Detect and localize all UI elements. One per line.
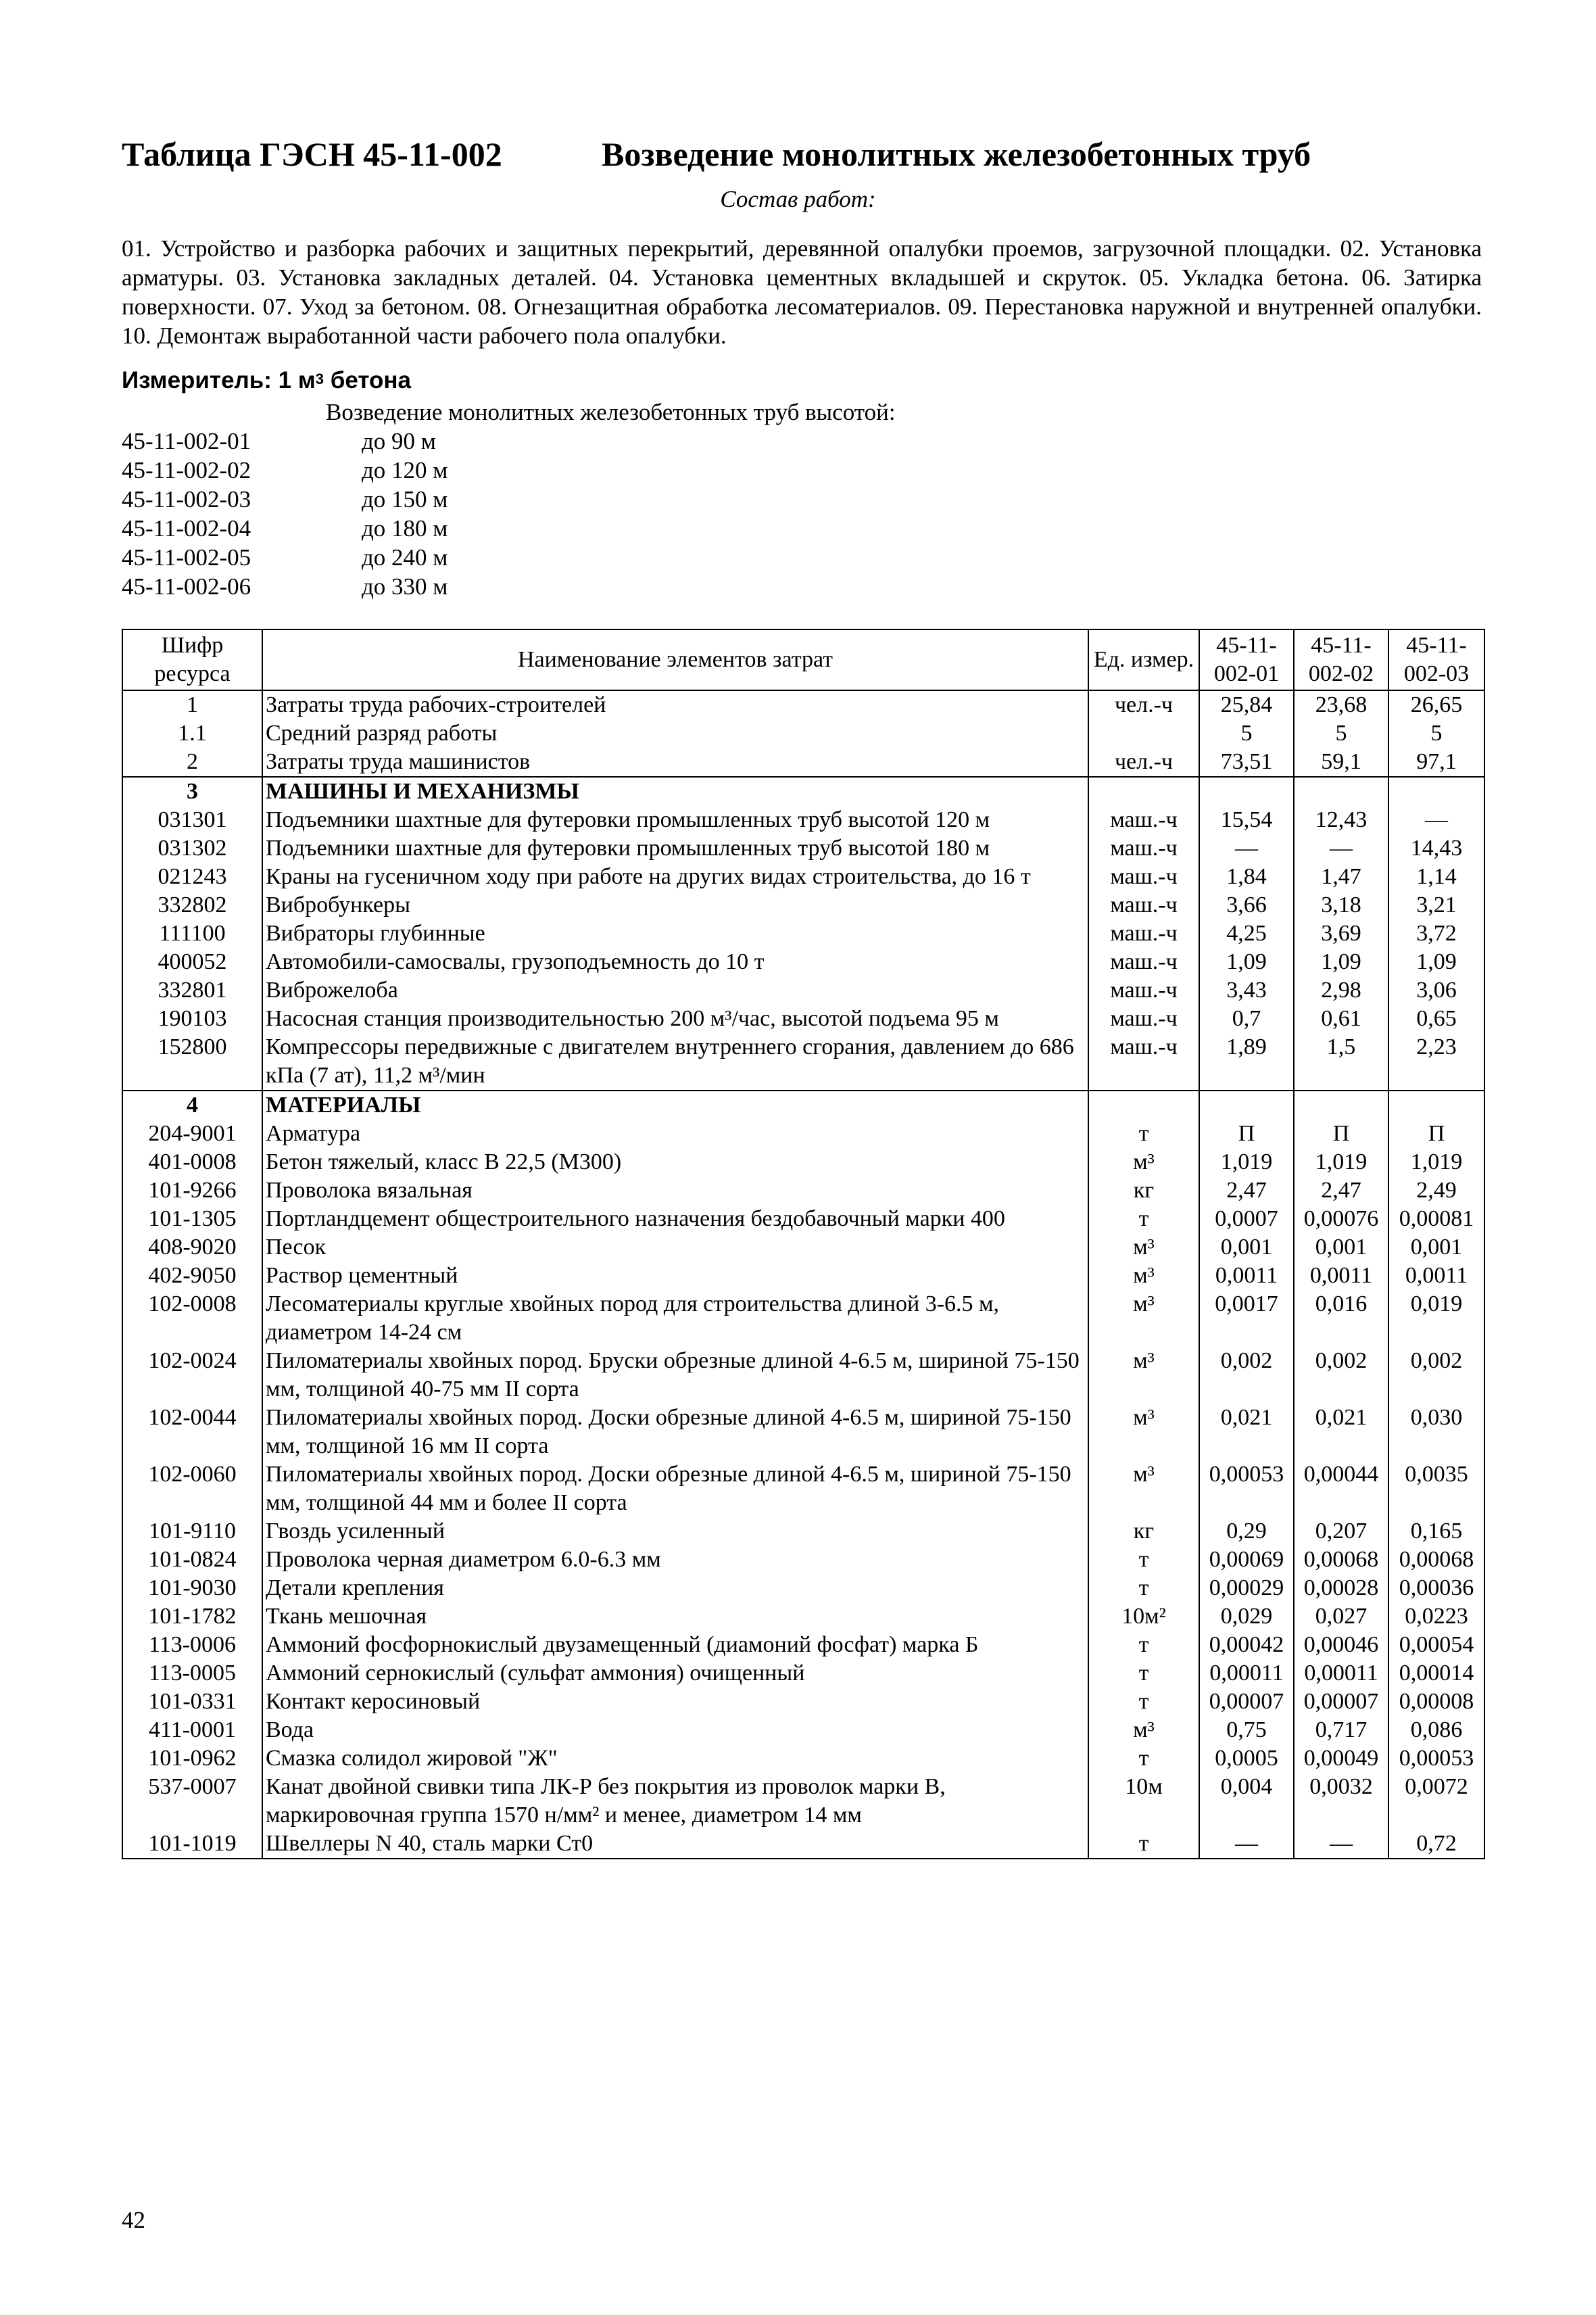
- value-col3: 0,00008: [1388, 1688, 1484, 1716]
- variant-code: 45-11-002-01: [122, 428, 251, 454]
- unit-of-measure: [1088, 1091, 1199, 1120]
- value-col3: 1,14: [1388, 863, 1484, 891]
- value-col1: 0,002: [1199, 1347, 1294, 1404]
- value-col3: 0,001: [1388, 1233, 1484, 1262]
- cost-item-name: Песок: [262, 1233, 1088, 1262]
- value-col1: П: [1199, 1120, 1294, 1148]
- unit-of-measure: т: [1088, 1120, 1199, 1148]
- value-col1: 0,00007: [1199, 1688, 1294, 1716]
- cost-item-name: Швеллеры N 40, сталь марки Ст0: [262, 1830, 1088, 1859]
- resource-code: 1: [122, 690, 262, 719]
- resource-code: 152800: [122, 1033, 262, 1091]
- value-col2: [1294, 777, 1388, 806]
- value-col1: 0,00042: [1199, 1631, 1294, 1659]
- value-col1: 0,0007: [1199, 1205, 1294, 1233]
- value-col2: 0,001: [1294, 1233, 1388, 1262]
- resource-code: 101-9030: [122, 1574, 262, 1602]
- table-row: [122, 1205, 1484, 1233]
- unit-of-measure: маш.-ч: [1088, 948, 1199, 976]
- resource-code: 400052: [122, 948, 262, 976]
- resource-code: 101-1782: [122, 1602, 262, 1631]
- table-row: [122, 1091, 1484, 1120]
- unit-of-measure: кг: [1088, 1176, 1199, 1205]
- value-col3: —: [1388, 806, 1484, 834]
- value-col3: 2,49: [1388, 1176, 1484, 1205]
- resource-code: 111100: [122, 920, 262, 948]
- table-row: [122, 1830, 1484, 1859]
- variant-code: 45-11-002-03: [122, 486, 251, 512]
- variant-code: 45-11-002-04: [122, 515, 251, 542]
- table-row: [122, 920, 1484, 948]
- value-col2: 0,016: [1294, 1290, 1388, 1347]
- value-col3: П: [1388, 1120, 1484, 1148]
- cost-item-name: Вода: [262, 1716, 1088, 1744]
- measure-label: Измеритель: 1 м: [122, 367, 316, 393]
- resource-code: 101-0824: [122, 1546, 262, 1574]
- measure-unit: [122, 364, 411, 398]
- value-col1: 0,029: [1199, 1602, 1294, 1631]
- cost-item-name: Проволока черная диаметром 6.0-6.3 мм: [262, 1546, 1088, 1574]
- unit-of-measure: т: [1088, 1546, 1199, 1574]
- unit-of-measure: м³: [1088, 1290, 1199, 1347]
- table-row: [122, 1233, 1484, 1262]
- table-code: Таблица ГЭСН 45-11-002: [122, 135, 502, 173]
- unit-of-measure: чел.-ч: [1088, 690, 1199, 719]
- value-col1: 1,09: [1199, 948, 1294, 976]
- cost-item-name: МАШИНЫ И МЕХАНИЗМЫ: [262, 777, 1088, 806]
- value-col1: 0,00029: [1199, 1574, 1294, 1602]
- table-row: [122, 891, 1484, 920]
- resource-code: 190103: [122, 1005, 262, 1033]
- value-col2: 1,5: [1294, 1033, 1388, 1091]
- value-col3: 14,43: [1388, 834, 1484, 863]
- value-col1: 2,47: [1199, 1176, 1294, 1205]
- value-col2: 0,00068: [1294, 1546, 1388, 1574]
- table-header-row: [122, 629, 1484, 690]
- value-col2: 2,47: [1294, 1176, 1388, 1205]
- value-col3: 2,23: [1388, 1033, 1484, 1091]
- table-row: [122, 1602, 1484, 1631]
- value-col3: 3,06: [1388, 976, 1484, 1005]
- value-col3: [1388, 777, 1484, 806]
- cost-item-name: Проволока вязальная: [262, 1176, 1088, 1205]
- unit-of-measure: м³: [1088, 1262, 1199, 1290]
- value-col3: 3,72: [1388, 920, 1484, 948]
- value-col1: 0,7: [1199, 1005, 1294, 1033]
- table-row: [122, 1290, 1484, 1347]
- resource-code: 402-9050: [122, 1262, 262, 1290]
- value-col3: 26,65: [1388, 690, 1484, 719]
- resource-code: 031301: [122, 806, 262, 834]
- value-col3: 0,65: [1388, 1005, 1484, 1033]
- variant-item: [122, 456, 595, 485]
- value-col1: 1,84: [1199, 863, 1294, 891]
- value-col1: 0,004: [1199, 1773, 1294, 1830]
- cost-item-name: Средний разряд работы: [262, 719, 1088, 748]
- header-col3: 45-11-002-03: [1388, 629, 1484, 690]
- value-col2: 0,00028: [1294, 1574, 1388, 1602]
- value-col2: 23,68: [1294, 690, 1388, 719]
- cost-item-name: Затраты труда рабочих-строителей: [262, 690, 1088, 719]
- table-row: [122, 1347, 1484, 1404]
- value-col2: 0,00049: [1294, 1744, 1388, 1773]
- cost-item-name: Смазка солидол жировой "Ж": [262, 1744, 1088, 1773]
- resource-code: 021243: [122, 863, 262, 891]
- value-col3: 0,00014: [1388, 1659, 1484, 1688]
- table-row: [122, 1744, 1484, 1773]
- unit-of-measure: т: [1088, 1631, 1199, 1659]
- unit-of-measure: т: [1088, 1744, 1199, 1773]
- value-col2: 0,61: [1294, 1005, 1388, 1033]
- table-row: [122, 1546, 1484, 1574]
- variant-desc: до 180 м: [362, 515, 448, 542]
- value-col2: 0,0011: [1294, 1262, 1388, 1290]
- value-col2: 5: [1294, 719, 1388, 748]
- resource-code: 332801: [122, 976, 262, 1005]
- resource-code: 101-1019: [122, 1830, 262, 1859]
- cost-item-name: Подъемники шахтные для футеровки промышленных труб высотой 120 м: [262, 806, 1088, 834]
- variant-code: 45-11-002-05: [122, 544, 251, 571]
- value-col1: 73,51: [1199, 748, 1294, 777]
- header-code: Шифр ресурса: [122, 629, 262, 690]
- value-col1: 0,75: [1199, 1716, 1294, 1744]
- value-col2: 2,98: [1294, 976, 1388, 1005]
- resource-code: 4: [122, 1091, 262, 1120]
- table-row: [122, 1005, 1484, 1033]
- table-row: [122, 1460, 1484, 1517]
- value-col1: 0,00069: [1199, 1546, 1294, 1574]
- value-col2: 12,43: [1294, 806, 1388, 834]
- value-col1: 0,021: [1199, 1404, 1294, 1460]
- cost-item-name: Контакт керосиновый: [262, 1688, 1088, 1716]
- resource-code: 408-9020: [122, 1233, 262, 1262]
- value-col2: —: [1294, 1830, 1388, 1859]
- value-col3: 0,00053: [1388, 1744, 1484, 1773]
- value-col1: 25,84: [1199, 690, 1294, 719]
- value-col3: 1,09: [1388, 948, 1484, 976]
- resource-code: 102-0024: [122, 1347, 262, 1404]
- value-col1: 3,43: [1199, 976, 1294, 1005]
- cost-item-name: Затраты труда машинистов: [262, 748, 1088, 777]
- unit-of-measure: т: [1088, 1830, 1199, 1859]
- unit-of-measure: м³: [1088, 1148, 1199, 1176]
- unit-of-measure: т: [1088, 1205, 1199, 1233]
- resource-code: 537-0007: [122, 1773, 262, 1830]
- cost-item-name: Вибраторы глубинные: [262, 920, 1088, 948]
- table-row: [122, 1659, 1484, 1688]
- resource-code: 1.1: [122, 719, 262, 748]
- variant-desc: до 330 м: [362, 573, 448, 600]
- cost-item-name: Аммоний сернокислый (сульфат аммония) очищенный: [262, 1659, 1088, 1688]
- cost-item-name: Ткань мешочная: [262, 1602, 1088, 1631]
- value-col3: [1388, 1091, 1484, 1120]
- value-col1: 0,0011: [1199, 1262, 1294, 1290]
- variants-list: [122, 427, 595, 601]
- value-col1: 0,29: [1199, 1517, 1294, 1546]
- resource-code: 2: [122, 748, 262, 777]
- unit-of-measure: 10м²: [1088, 1602, 1199, 1631]
- resource-code: 113-0005: [122, 1659, 262, 1688]
- work-composition-text: 01. Устройство и разборка рабочих и защитных перекрытий, деревянной опалубки проемов, загрузочной площадки. 02. Установка арматуры. 03. Установка закладных деталей. 04. Установка цементных вкладышей и скруток. 05. Укладка бетона. 06. Затирка поверхности. 07. Уход за бетоном. 08. Огнезащитная обработка лесоматериалов. 09. Перестановка наружной и внутренней опалубки. 10. Демонтаж выработанной части рабочего пола опалубки.: [122, 235, 1482, 349]
- value-col2: 0,207: [1294, 1517, 1388, 1546]
- measure-tail: бетона: [324, 367, 412, 393]
- cost-item-name: Лесоматериалы круглые хвойных пород для строительства длиной 3-6.5 м, диаметром 14-24 см: [262, 1290, 1088, 1347]
- value-col3: 0,0072: [1388, 1773, 1484, 1830]
- measure-power: 3: [315, 371, 324, 387]
- table-row: [122, 1716, 1484, 1744]
- value-col2: 1,019: [1294, 1148, 1388, 1176]
- value-col1: 3,66: [1199, 891, 1294, 920]
- value-col3: 0,0223: [1388, 1602, 1484, 1631]
- resource-code: 102-0008: [122, 1290, 262, 1347]
- value-col2: —: [1294, 834, 1388, 863]
- value-col2: 0,00046: [1294, 1631, 1388, 1659]
- unit-of-measure: маш.-ч: [1088, 834, 1199, 863]
- resource-code: 113-0006: [122, 1631, 262, 1659]
- value-col3: 0,00081: [1388, 1205, 1484, 1233]
- value-col3: 0,165: [1388, 1517, 1484, 1546]
- variant-item: [122, 572, 595, 601]
- value-col2: 3,69: [1294, 920, 1388, 948]
- table-row: [122, 806, 1484, 834]
- variant-desc: до 150 м: [362, 486, 448, 512]
- table-row: [122, 690, 1484, 719]
- cost-item-name: Канат двойной свивки типа ЛК-Р без покрытия из проволок марки В, маркировочная группа 1570 н/мм² и менее, диаметром 14 мм: [262, 1773, 1088, 1830]
- cost-item-name: МАТЕРИАЛЫ: [262, 1091, 1088, 1120]
- value-col2: 59,1: [1294, 748, 1388, 777]
- value-col2: 0,00011: [1294, 1659, 1388, 1688]
- unit-of-measure: маш.-ч: [1088, 920, 1199, 948]
- value-col1: [1199, 777, 1294, 806]
- resource-code: 102-0044: [122, 1404, 262, 1460]
- value-col2: 0,002: [1294, 1347, 1388, 1404]
- table-title: Возведение монолитных железобетонных труб: [602, 135, 1311, 173]
- value-col2: 0,00007: [1294, 1688, 1388, 1716]
- cost-table-body: [122, 690, 1484, 1859]
- value-col3: 0,030: [1388, 1404, 1484, 1460]
- variant-item: [122, 543, 595, 572]
- unit-of-measure: м³: [1088, 1404, 1199, 1460]
- unit-of-measure: [1088, 719, 1199, 748]
- value-col2: [1294, 1091, 1388, 1120]
- table-row: [122, 1148, 1484, 1176]
- variant-desc: до 90 м: [362, 428, 436, 454]
- value-col1: 4,25: [1199, 920, 1294, 948]
- variant-desc: до 120 м: [362, 457, 448, 483]
- value-col1: 0,0017: [1199, 1290, 1294, 1347]
- work-composition-title: Состав работ:: [720, 186, 876, 212]
- value-col1: 15,54: [1199, 806, 1294, 834]
- resource-code: 031302: [122, 834, 262, 863]
- unit-of-measure: т: [1088, 1659, 1199, 1688]
- value-col3: 0,0035: [1388, 1460, 1484, 1517]
- cost-item-name: Вибробункеры: [262, 891, 1088, 920]
- cost-item-name: Аммоний фосфорнокислый двузамещенный (диамоний фосфат) марка Б: [262, 1631, 1088, 1659]
- cost-item-name: Раствор цементный: [262, 1262, 1088, 1290]
- table-row: [122, 719, 1484, 748]
- resource-code: 101-1305: [122, 1205, 262, 1233]
- table-row: [122, 1033, 1484, 1091]
- variant-code: 45-11-002-06: [122, 573, 251, 600]
- table-row: [122, 1574, 1484, 1602]
- cost-item-name: Пиломатериалы хвойных пород. Доски обрезные длиной 4-6.5 м, шириной 75-150 мм, толщиной 44 мм и более II сорта: [262, 1460, 1088, 1517]
- header-name: Наименование элементов затрат: [262, 629, 1088, 690]
- table-row: [122, 1631, 1484, 1659]
- value-col3: 0,00068: [1388, 1546, 1484, 1574]
- unit-of-measure: маш.-ч: [1088, 1033, 1199, 1091]
- table-row: [122, 1404, 1484, 1460]
- resource-code: 204-9001: [122, 1120, 262, 1148]
- variant-item: [122, 514, 595, 543]
- value-col2: 0,717: [1294, 1716, 1388, 1744]
- value-col3: 0,00036: [1388, 1574, 1484, 1602]
- variants-intro: Возведение монолитных железобетонных труб высотой:: [326, 399, 896, 425]
- value-col1: —: [1199, 834, 1294, 863]
- unit-of-measure: маш.-ч: [1088, 891, 1199, 920]
- cost-item-name: Компрессоры передвижные с двигателем внутреннего сгорания, давлением до 686 кПа (7 ат), 11,2 м³/мин: [262, 1033, 1088, 1091]
- cost-item-name: Детали крепления: [262, 1574, 1088, 1602]
- table-row: [122, 948, 1484, 976]
- value-col3: 0,00054: [1388, 1631, 1484, 1659]
- unit-of-measure: 10м: [1088, 1773, 1199, 1830]
- cost-item-name: Бетон тяжелый, класс В 22,5 (М300): [262, 1148, 1088, 1176]
- variant-code: 45-11-002-02: [122, 457, 251, 483]
- value-col1: 1,019: [1199, 1148, 1294, 1176]
- value-col1: [1199, 1091, 1294, 1120]
- cost-item-name: Виброжелоба: [262, 976, 1088, 1005]
- resource-code: 101-9110: [122, 1517, 262, 1546]
- cost-item-name: Арматура: [262, 1120, 1088, 1148]
- unit-of-measure: маш.-ч: [1088, 1005, 1199, 1033]
- value-col1: 0,00011: [1199, 1659, 1294, 1688]
- value-col1: 5: [1199, 719, 1294, 748]
- unit-of-measure: маш.-ч: [1088, 863, 1199, 891]
- table-row: [122, 1517, 1484, 1546]
- value-col2: 0,021: [1294, 1404, 1388, 1460]
- value-col3: 0,086: [1388, 1716, 1484, 1744]
- resource-code: 3: [122, 777, 262, 806]
- value-col2: 1,47: [1294, 863, 1388, 891]
- value-col1: 0,0005: [1199, 1744, 1294, 1773]
- unit-of-measure: кг: [1088, 1517, 1199, 1546]
- cost-table: [122, 629, 1485, 1859]
- table-row: [122, 863, 1484, 891]
- variant-desc: до 240 м: [362, 544, 448, 571]
- resource-code: 101-0331: [122, 1688, 262, 1716]
- table-row: [122, 1262, 1484, 1290]
- table-row: [122, 1773, 1484, 1830]
- value-col1: —: [1199, 1830, 1294, 1859]
- resource-code: 101-0962: [122, 1744, 262, 1773]
- value-col2: 3,18: [1294, 891, 1388, 920]
- value-col3: 3,21: [1388, 891, 1484, 920]
- cost-item-name: Краны на гусеничном ходу при работе на других видах строительства, до 16 т: [262, 863, 1088, 891]
- resource-code: 332802: [122, 891, 262, 920]
- cost-item-name: Пиломатериалы хвойных пород. Бруски обрезные длиной 4-6.5 м, шириной 75-150 мм, толщиной 40-75 мм II сорта: [262, 1347, 1088, 1404]
- page-header: [122, 127, 1501, 181]
- variant-item: [122, 427, 595, 456]
- value-col3: 0,002: [1388, 1347, 1484, 1404]
- resource-code: 401-0008: [122, 1148, 262, 1176]
- unit-of-measure: маш.-ч: [1088, 806, 1199, 834]
- table-row: [122, 834, 1484, 863]
- value-col3: 5: [1388, 719, 1484, 748]
- table-row: [122, 1688, 1484, 1716]
- header-col1: 45-11-002-01: [1199, 629, 1294, 690]
- unit-of-measure: т: [1088, 1688, 1199, 1716]
- value-col2: П: [1294, 1120, 1388, 1148]
- value-col2: 0,00076: [1294, 1205, 1388, 1233]
- resource-code: 101-9266: [122, 1176, 262, 1205]
- resource-code: 411-0001: [122, 1716, 262, 1744]
- value-col3: 0,0011: [1388, 1262, 1484, 1290]
- unit-of-measure: м³: [1088, 1460, 1199, 1517]
- cost-item-name: Насосная станция производительностью 200 м³/час, высотой подъема 95 м: [262, 1005, 1088, 1033]
- value-col3: 0,72: [1388, 1830, 1484, 1859]
- value-col2: 1,09: [1294, 948, 1388, 976]
- value-col3: 97,1: [1388, 748, 1484, 777]
- header-col2: 45-11-002-02: [1294, 629, 1388, 690]
- variant-item: [122, 485, 595, 514]
- table-row: [122, 1176, 1484, 1205]
- cost-item-name: Автомобили-самосвалы, грузоподъемность до 10 т: [262, 948, 1088, 976]
- unit-of-measure: т: [1088, 1574, 1199, 1602]
- value-col2: 0,00044: [1294, 1460, 1388, 1517]
- value-col2: 0,027: [1294, 1602, 1388, 1631]
- unit-of-measure: м³: [1088, 1347, 1199, 1404]
- cost-item-name: Пиломатериалы хвойных пород. Доски обрезные длиной 4-6.5 м, шириной 75-150 мм, толщиной 16 мм II сорта: [262, 1404, 1088, 1460]
- table-row: [122, 1120, 1484, 1148]
- cost-item-name: Подъемники шахтные для футеровки промышленных труб высотой 180 м: [262, 834, 1088, 863]
- cost-item-name: Гвоздь усиленный: [262, 1517, 1088, 1546]
- value-col2: 0,0032: [1294, 1773, 1388, 1830]
- value-col1: 0,001: [1199, 1233, 1294, 1262]
- unit-of-measure: чел.-ч: [1088, 748, 1199, 777]
- unit-of-measure: маш.-ч: [1088, 976, 1199, 1005]
- table-row: [122, 777, 1484, 806]
- table-row: [122, 976, 1484, 1005]
- value-col1: 1,89: [1199, 1033, 1294, 1091]
- cost-item-name: Портландцемент общестроительного назначения бездобавочный марки 400: [262, 1205, 1088, 1233]
- value-col3: 0,019: [1388, 1290, 1484, 1347]
- table-row: [122, 748, 1484, 777]
- header-unit: Ед. измер.: [1088, 629, 1199, 690]
- value-col1: 0,00053: [1199, 1460, 1294, 1517]
- value-col3: 1,019: [1388, 1148, 1484, 1176]
- page-number: 42: [122, 2207, 145, 2233]
- unit-of-measure: м³: [1088, 1233, 1199, 1262]
- resource-code: 102-0060: [122, 1460, 262, 1517]
- unit-of-measure: [1088, 777, 1199, 806]
- unit-of-measure: м³: [1088, 1716, 1199, 1744]
